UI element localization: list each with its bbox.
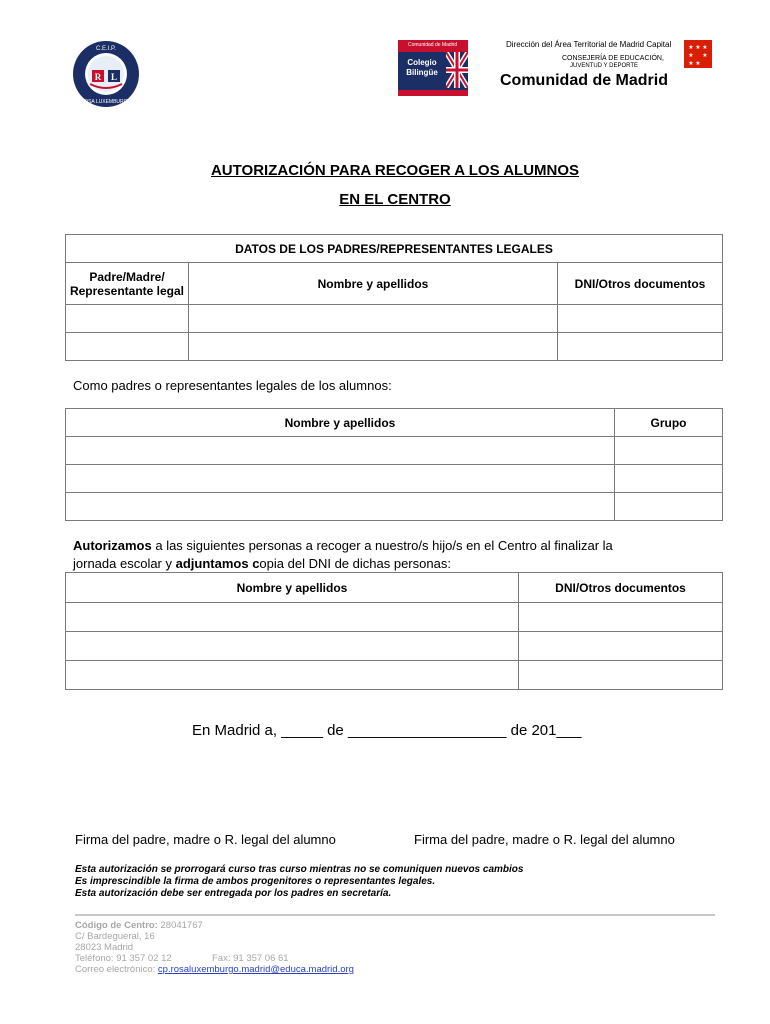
parents-data-table (65, 234, 723, 361)
uk-flag-icon (446, 52, 468, 88)
consejeria-text: CONSEJERÍA DE EDUCACIÓN, (562, 55, 664, 62)
authorized-persons-table (65, 572, 723, 690)
input-cell[interactable] (558, 305, 723, 333)
input-cell[interactable] (615, 465, 723, 493)
col-dni-documentos: DNI/Otros documentos (558, 263, 723, 305)
col-nombre-apellidos: Nombre y apellidos (66, 409, 615, 437)
svg-text:★: ★ (688, 52, 694, 59)
table-row (66, 437, 723, 465)
adjuntamos-bold: adjuntamos c (175, 556, 260, 571)
svg-text:★: ★ (688, 60, 694, 67)
col-nombre-apellidos: Nombre y apellidos (66, 573, 519, 603)
svg-text:ROSA LUXEMBURGO: ROSA LUXEMBURGO (80, 99, 132, 105)
svg-text:★: ★ (695, 60, 701, 67)
input-cell[interactable] (66, 465, 615, 493)
note-line: Esta autorización debe ser entregada por los padres en secretaría. (75, 888, 392, 899)
autorizamos-bold: Autorizamos (73, 538, 152, 553)
city-text: 28023 Madrid (75, 942, 134, 953)
signature-label-right: Firma del padre, madre o R. legal del alumno (414, 832, 675, 847)
form-title-line-2: EN EL CENTRO (339, 191, 451, 208)
svg-text:★: ★ (702, 44, 708, 51)
input-cell[interactable] (66, 493, 615, 521)
comunidad-de-madrid-name: Comunidad de Madrid (500, 72, 668, 89)
footer-divider (75, 914, 715, 916)
svg-text:★: ★ (688, 44, 694, 51)
input-cell[interactable] (189, 305, 558, 333)
svg-text:L: L (110, 72, 118, 82)
input-cell[interactable] (615, 437, 723, 465)
notes-block (75, 864, 523, 900)
input-cell[interactable] (519, 661, 723, 690)
code-value: 28041767 (157, 920, 203, 931)
madrid-stars-flag-icon (684, 40, 712, 68)
input-cell[interactable] (66, 437, 615, 465)
table-row (66, 661, 723, 690)
table-row (66, 333, 723, 361)
note-line: Esta autorización se prorrogará curso tras curso mientras no se comuniquen nuevos cambios (75, 864, 524, 875)
table-row (66, 305, 723, 333)
bilingue-label-bilingue: Bilingüe (406, 68, 438, 77)
table-row (66, 465, 723, 493)
col-nombre-apellidos: Nombre y apellidos (189, 263, 558, 305)
phone-text: Teléfono: 91 357 02 12 (75, 953, 172, 964)
fax-text: Fax: 91 357 06 61 (212, 953, 289, 964)
input-cell[interactable] (519, 603, 723, 632)
input-cell[interactable] (519, 632, 723, 661)
note-line: Es imprescindible la firma de ambos progenitores o representantes legales. (75, 876, 436, 887)
code-label: Código de Centro: (75, 920, 158, 931)
colegio-bilingue-logo (398, 40, 468, 96)
col-dni-documentos: DNI/Otros documentos (519, 573, 723, 603)
email-label: Correo electrónico: (75, 964, 158, 975)
form-title-line-1: AUTORIZACIÓN PARA RECOGER A LOS ALUMNOS (210, 162, 580, 179)
bilingue-label-colegio: Colegio (407, 58, 437, 67)
signature-label-left: Firma del padre, madre o R. legal del alumno (75, 832, 336, 847)
authorize-text-1: a las siguientes personas a recoger a nuestro/s hijo/s en el Centro al finalizar la (151, 538, 613, 553)
date-line[interactable]: En Madrid a, _____ de ___________________ de 201___ (192, 722, 582, 739)
table-row (66, 493, 723, 521)
input-cell[interactable] (189, 333, 558, 361)
col-padre-madre: Padre/Madre/ Representante legal (66, 263, 189, 305)
direccion-area-text: Dirección del Área Territorial de Madrid Capital (506, 40, 672, 49)
students-intro-text: Como padres o representantes legales de los alumnos: (73, 378, 392, 393)
input-cell[interactable] (66, 603, 519, 632)
input-cell[interactable] (66, 632, 519, 661)
authorize-text-3: opia del DNI de dichas personas: (259, 556, 451, 571)
students-table (65, 408, 723, 521)
table-row (66, 603, 723, 632)
authorize-text-2: jornada escolar y (73, 556, 176, 571)
svg-text:★: ★ (702, 52, 708, 59)
address-text: C/ Bardegueral, 16 (75, 931, 155, 942)
svg-text:C.E.I.P.: C.E.I.P. (96, 46, 116, 52)
email-link[interactable]: cp.rosaluxemburgo.madrid@educa.madrid.org (157, 964, 354, 975)
svg-text:★: ★ (695, 44, 701, 51)
parents-table-heading: DATOS DE LOS PADRES/REPRESENTANTES LEGALES (66, 235, 723, 263)
comunidad-de-madrid-logo (498, 38, 716, 94)
juventud-deporte-text: JUVENTUD Y DEPORTE (570, 63, 639, 69)
input-cell[interactable] (615, 493, 723, 521)
input-cell[interactable] (558, 333, 723, 361)
col-grupo: Grupo (615, 409, 723, 437)
input-cell[interactable] (66, 661, 519, 690)
input-cell[interactable] (66, 333, 189, 361)
ceip-rosa-luxemburgo-logo (72, 40, 140, 108)
svg-text:R: R (94, 72, 102, 82)
authorization-paragraph (73, 537, 613, 573)
footer-contact (75, 920, 354, 975)
input-cell[interactable] (66, 305, 189, 333)
table-row (66, 632, 723, 661)
bilingue-top-text: Comunidad de Madrid (408, 42, 458, 48)
